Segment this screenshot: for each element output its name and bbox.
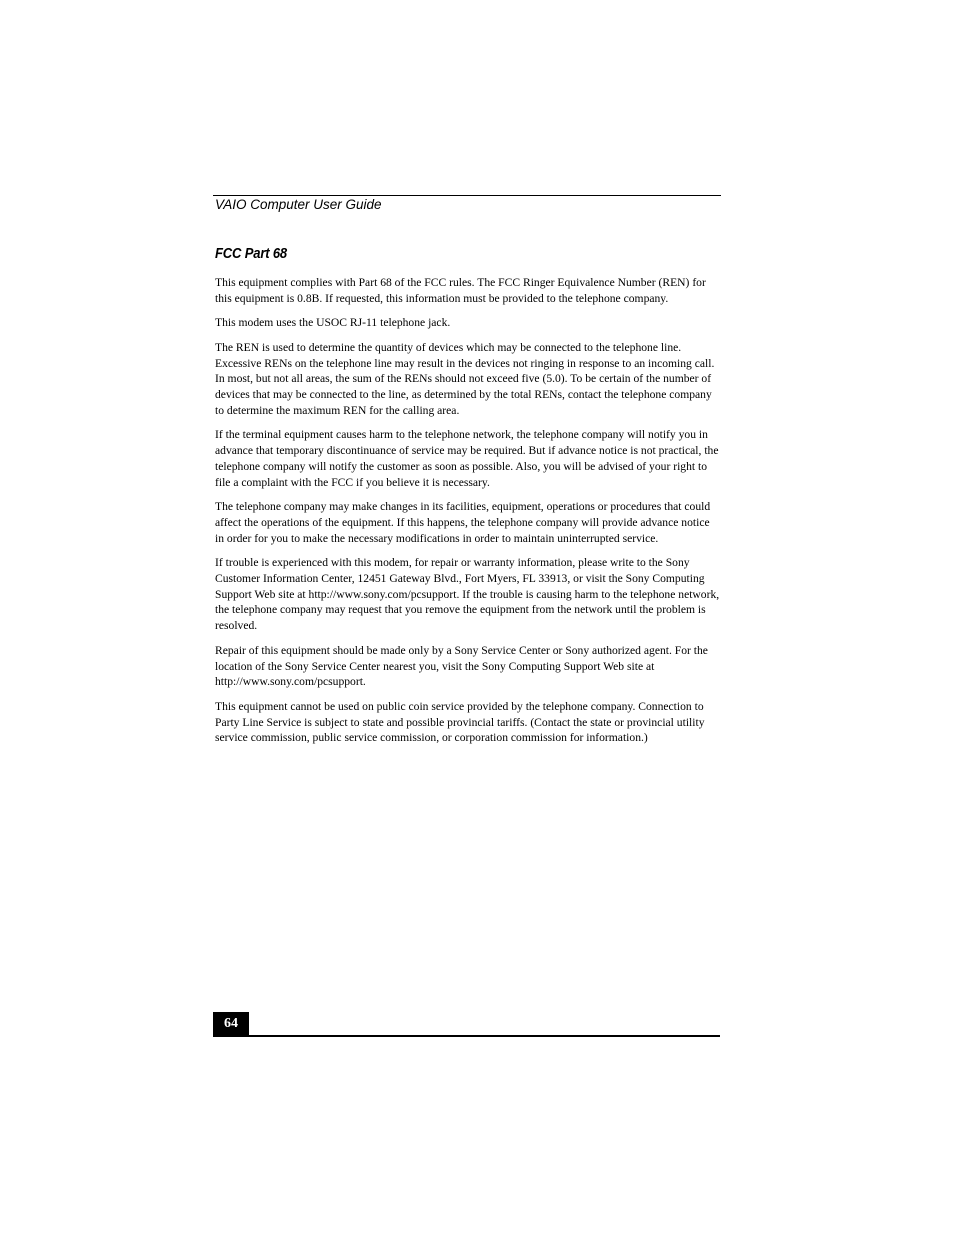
page-number: 64 [213,1012,249,1036]
paragraph-telephone-jack: This modem uses the USOC RJ-11 telephone jack. [215,316,451,330]
paragraph-ren-info: The REN is used to determine the quantity of devices which may be connected to the telephone line. Excessive RENs on the telephone line may result in the devices not ringing in response to an incoming call. In most, but not all areas, the sum of the RENs should not exceed five (5.0). To be certain of the number of devices that may be connected to the line, as determined by the total RENs, contact the telephone company to determine the maximum REN for the calling area. [215,340,715,417]
body-text [215,275,721,755]
paragraph-network-harm: If the terminal equipment causes harm to the telephone network, the telephone company will notify you in advance that temporary discontinuance of service may be required. But if advance notice is not practical, the telephone company will notify the customer as soon as possible. Also, you will be advised of your right to file a complaint with the FCC if you believe it is necessary. [215,428,719,489]
running-header: VAIO Computer User Guide [215,197,382,212]
header-rule [213,195,721,196]
paragraph-facility-changes: The telephone company may make changes in its facilities, equipment, operations or procedures that could affect the operations of the equipment. If this happens, the telephone company will provide advance notice in order for you to make the necessary modifications in order to maintain uninterrupted service. [215,500,711,545]
paragraph-trouble-support: If trouble is experienced with this modem, for repair or warranty information, please write to the Sony Customer Information Center, 12451 Gateway Blvd., Fort Myers, FL 33913, or visit the Sony Computing Support Web site at http://www.sony.com/pcsupport. If the trouble is causing harm to the telephone network, the telephone company may request that you remove the equipment from the network until the problem is resolved. [215,556,720,633]
paragraph-fcc-compliance: This equipment complies with Part 68 of the FCC rules. The FCC Ringer Equivalence Number (REN) for this equipment is 0.8B. If requested, this information must be provided to the telephone company. [215,276,706,305]
section-title: FCC Part 68 [215,246,287,262]
footer-rule [213,1035,720,1037]
paragraph-repair: Repair of this equipment should be made only by a Sony Service Center or Sony authorized agent. For the location of the Sony Service Center nearest you, visit the Sony Computing Support Web site at http://www.sony.com/pcsupport. [215,643,708,689]
paragraph-coin-service: This equipment cannot be used on public coin service provided by the telephone company. Connection to Party Line Service is subject to state and possible provincial tariffs. (Contact the state or provincial utility service commission, public service commission, or corporation commission for information.) [215,699,705,745]
